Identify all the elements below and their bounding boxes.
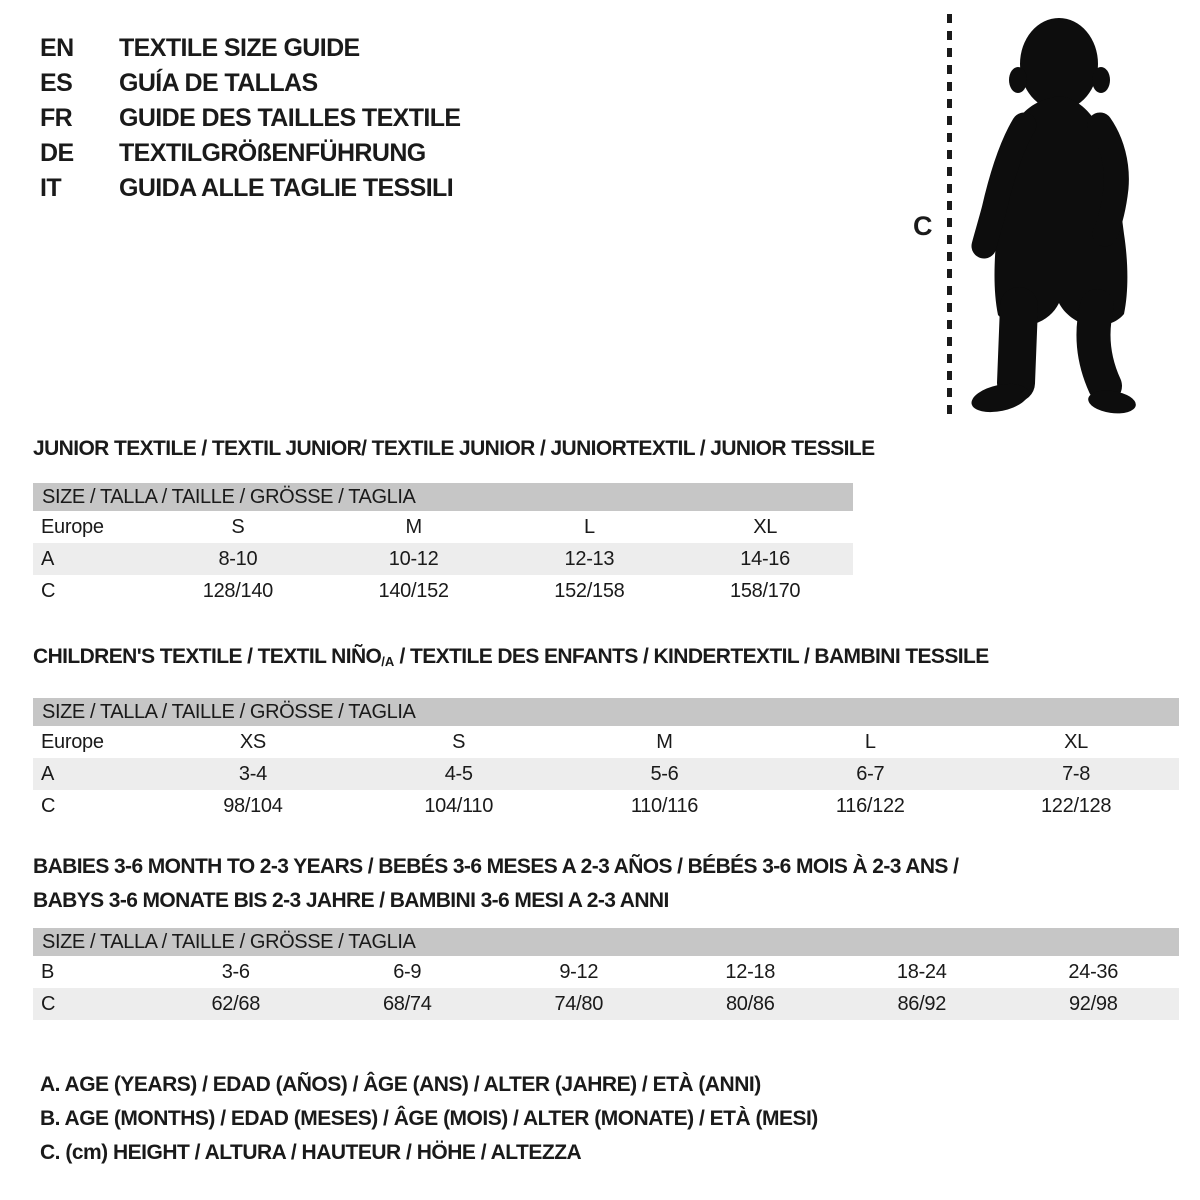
table-cell: XL xyxy=(1064,730,1089,753)
table-row-height xyxy=(33,790,1179,822)
table-cell: 104/110 xyxy=(424,794,494,817)
table-cell: 12-18 xyxy=(725,960,776,983)
row-label: C xyxy=(41,579,56,602)
row-label: Europe xyxy=(41,730,104,753)
table-cell: 158/170 xyxy=(730,579,801,602)
table-cell: 7-8 xyxy=(1062,762,1091,785)
children-table xyxy=(33,645,1179,822)
row-label: C xyxy=(41,992,56,1015)
babies-table-title xyxy=(33,850,1179,918)
table-cell: 12-13 xyxy=(564,547,615,570)
size-header-bar: SIZE / TALLA / TAILLE / GRÖSSE / TAGLIA xyxy=(33,698,1179,726)
legend-line-c: C. (cm) HEIGHT / ALTURA / HAUTEUR / HÖHE / ALTEZZA xyxy=(40,1141,582,1164)
title-part: CHILDREN'S TEXTILE / TEXTIL NIÑO xyxy=(33,645,382,668)
table-cell: 62/68 xyxy=(211,992,261,1015)
legend-line-a: A. AGE (YEARS) / EDAD (AÑOS) / ÂGE (ANS) / ALTER (JAHRE) / ETÀ (ANNI) xyxy=(40,1073,761,1096)
baby-silhouette-icon xyxy=(962,10,1142,415)
table-cell: XL xyxy=(753,515,778,538)
size-header-bar: SIZE / TALLA / TAILLE / GRÖSSE / TAGLIA xyxy=(33,483,853,511)
table-cell: L xyxy=(583,515,595,538)
language-code: FR xyxy=(40,104,73,132)
language-label: GUIDE DES TAILLES TEXTILE xyxy=(119,104,461,132)
table-cell: 3-6 xyxy=(221,960,250,983)
legend-line-b: B. AGE (MONTHS) / EDAD (MESES) / ÂGE (MOIS) / ALTER (MONATE) / ETÀ (MESI) xyxy=(40,1107,818,1130)
language-label: GUIDA ALLE TAGLIE TESSILI xyxy=(119,174,454,202)
table-cell: 5-6 xyxy=(650,762,679,785)
language-label: TEXTILE SIZE GUIDE xyxy=(119,34,360,62)
table-cell: 68/74 xyxy=(382,992,432,1015)
children-table-title xyxy=(33,645,1179,673)
row-label: A xyxy=(41,547,55,570)
size-header-bar: SIZE / TALLA / TAILLE / GRÖSSE / TAGLIA xyxy=(33,928,1179,956)
language-code: EN xyxy=(40,34,74,62)
table-cell: 18-24 xyxy=(896,960,947,983)
table-cell: S xyxy=(231,515,245,538)
language-code: DE xyxy=(40,139,74,167)
table-cell: M xyxy=(656,730,673,753)
babies-table xyxy=(33,850,1179,1020)
table-cell: 92/98 xyxy=(1068,992,1118,1015)
table-cell: 8-10 xyxy=(218,547,258,570)
legend xyxy=(40,1068,818,1170)
language-row-fr xyxy=(40,101,461,136)
row-label: C xyxy=(41,794,56,817)
table-row-age xyxy=(33,543,853,575)
language-code: ES xyxy=(40,69,73,97)
table-cell: 3-4 xyxy=(238,762,267,785)
language-row-en xyxy=(40,31,461,66)
table-cell: S xyxy=(452,730,466,753)
title-part: / TEXTILE DES ENFANTS / KINDERTEXTIL / BAMBINI TESSILE xyxy=(394,645,989,668)
language-row-de xyxy=(40,136,461,171)
title-subscript: /A xyxy=(381,654,395,669)
table-cell: 140/152 xyxy=(378,579,449,602)
table-cell: 24-36 xyxy=(1068,960,1119,983)
height-measure-label: C xyxy=(913,211,933,241)
table-row-europe xyxy=(33,511,853,543)
junior-table xyxy=(33,437,875,607)
table-cell: L xyxy=(864,730,876,753)
table-cell: 14-16 xyxy=(740,547,790,570)
table-cell: 6-9 xyxy=(393,960,422,983)
row-label: A xyxy=(41,762,55,785)
table-cell: 152/158 xyxy=(554,579,625,602)
table-cell: 10-12 xyxy=(388,547,439,570)
table-cell: 116/122 xyxy=(835,794,905,817)
height-dashed-line xyxy=(947,14,952,415)
table-row-height xyxy=(33,575,853,607)
table-row-months xyxy=(33,956,1179,988)
table-cell: 9-12 xyxy=(559,960,599,983)
language-row-es xyxy=(40,66,461,101)
language-label: TEXTILGRÖßENFÜHRUNG xyxy=(119,139,426,167)
row-label: B xyxy=(41,960,55,983)
table-row-europe xyxy=(33,726,1179,758)
table-cell: 86/92 xyxy=(897,992,947,1015)
table-cell: 98/104 xyxy=(223,794,283,817)
table-cell: 128/140 xyxy=(202,579,273,602)
table-cell: 4-5 xyxy=(444,762,473,785)
table-cell: 6-7 xyxy=(856,762,885,785)
row-label: Europe xyxy=(41,515,104,538)
title-line-2: BABYS 3-6 MONATE BIS 2-3 JAHRE / BAMBINI 3-6 MESI A 2-3 ANNI xyxy=(33,889,669,912)
table-cell: 80/86 xyxy=(725,992,775,1015)
title-line-1: BABIES 3-6 MONTH TO 2-3 YEARS / BEBÉS 3-6 MESES A 2-3 AÑOS / BÉBÉS 3-6 MOIS À 2-3 ANS / xyxy=(33,855,959,878)
language-code: IT xyxy=(40,174,62,202)
junior-table-title: JUNIOR TEXTILE / TEXTIL JUNIOR/ TEXTILE JUNIOR / JUNIORTEXTIL / JUNIOR TESSILE xyxy=(33,437,875,460)
table-cell: 74/80 xyxy=(554,992,604,1015)
language-list xyxy=(40,31,461,206)
table-cell: 122/128 xyxy=(1040,794,1112,817)
table-cell: 110/116 xyxy=(630,794,699,817)
table-cell: XS xyxy=(239,730,266,753)
table-cell: M xyxy=(405,515,422,538)
table-row-height xyxy=(33,988,1179,1020)
language-row-it xyxy=(40,171,461,206)
table-row-age xyxy=(33,758,1179,790)
language-label: GUÍA DE TALLAS xyxy=(119,69,318,97)
